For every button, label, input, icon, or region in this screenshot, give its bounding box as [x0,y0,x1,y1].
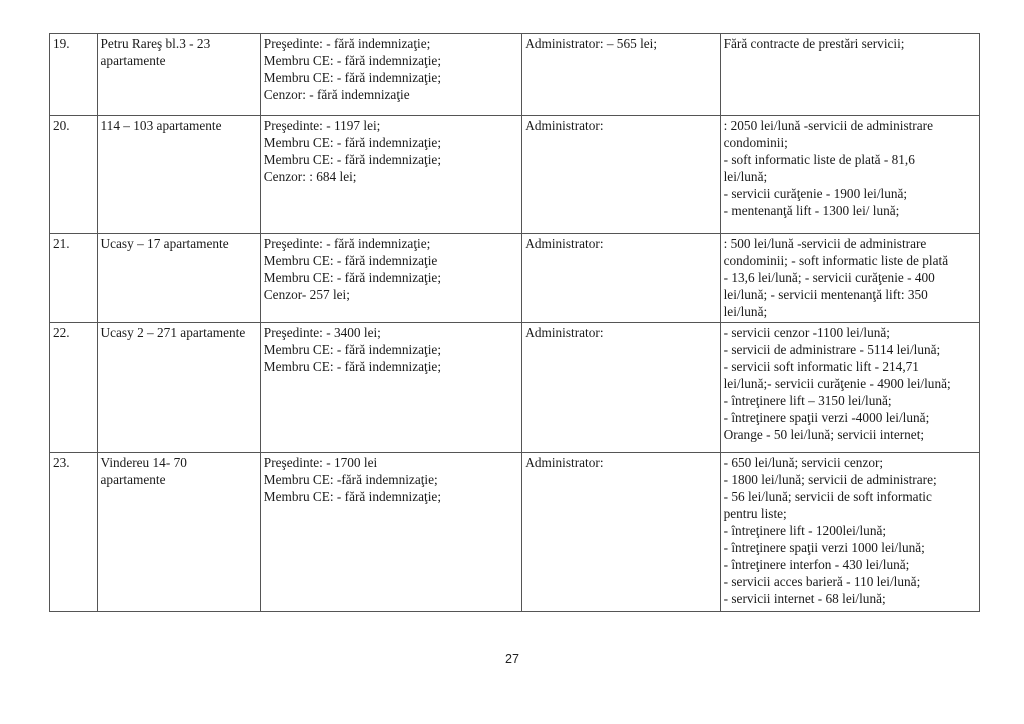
board-member-line: Membru CE: - fără indemnizaţie; [263,135,442,150]
administrator-text: Administrator: [525,455,604,470]
page-number: 27 [505,652,519,666]
table-row [50,234,980,323]
administrator-cell [522,116,720,234]
board-member-line: Membru CE: - fără indemnizaţie [263,253,438,268]
row-number: 21. [53,236,70,251]
service-line: - servicii acces barieră - 110 lei/lună; [723,574,921,589]
service-line: - 13,6 lei/lună; - servicii curăţenie - 400 [723,270,935,285]
service-line: - mentenanţă lift - 1300 lei/ lună; [723,203,900,218]
services-cell [720,453,979,612]
row-number-cell [50,34,98,116]
service-line: - 1800 lei/lună; servicii de administrare; [723,472,937,487]
service-line: - întreţinere spaţii verzi 1000 lei/lună; [723,540,925,555]
service-line: condominii; [723,135,788,150]
service-line: Fără contracte de prestări servicii; [723,36,905,51]
board-member-line: Preşedinte: - 3400 lei; [263,325,381,340]
service-line: lei/lună; - servicii mentenanţă lift: 350 [723,287,928,302]
board-member-line: Membru CE: - fără indemnizaţie; [263,70,442,85]
administrator-cell [522,453,720,612]
board-member-line: Membru CE: - fără indemnizaţie; [263,53,442,68]
service-line: - întreţinere lift - 1200lei/lună; [723,523,887,538]
service-line: - întreţinere spaţii verzi -4000 lei/lună; [723,410,930,425]
board-members-cell [260,34,521,116]
service-line: lei/lună; [723,169,768,184]
board-members-cell [260,323,521,453]
service-line: lei/lună; [723,304,768,319]
board-member-line: Membru CE: - fără indemnizaţie; [263,152,442,167]
row-number: 22. [53,325,70,340]
service-line: lei/lună;- servicii curăţenie - 4900 lei/lună; [723,376,951,391]
association-table [49,33,980,612]
association-name-line: Ucasy 2 – 271 apartamente [100,325,246,340]
services-cell [720,323,979,453]
service-line: - soft informatic liste de plată - 81,6 [723,152,915,167]
association-name-line: apartamente [100,472,166,487]
association-name-cell [97,34,260,116]
service-line: - servicii soft informatic lift - 214,71 [723,359,919,374]
board-member-line: Membru CE: - fără indemnizaţie; [263,489,442,504]
service-line: Orange - 50 lei/lună; servicii internet; [723,427,925,442]
service-line: : 500 lei/lună -servicii de administrare [723,236,927,251]
board-members-cell [260,116,521,234]
row-number-cell [50,323,98,453]
association-name-cell [97,116,260,234]
administrator-text: Administrator: [525,118,604,133]
administrator-text: Administrator: [525,325,604,340]
row-number: 23. [53,455,70,470]
association-name-cell [97,323,260,453]
row-number: 20. [53,118,70,133]
service-line: - servicii de administrare - 5114 lei/lună; [723,342,941,357]
board-member-line: Preşedinte: - 1700 lei [263,455,378,470]
services-cell [720,116,979,234]
board-member-line: Preşedinte: - fără indemnizaţie; [263,236,431,251]
board-member-line: Preşedinte: - 1197 lei; [263,118,381,133]
service-line: pentru liste; [723,506,787,521]
association-name-line: apartamente [100,53,166,68]
services-cell [720,234,979,323]
association-name-cell [97,234,260,323]
board-member-line: Preşedinte: - fără indemnizaţie; [263,36,431,51]
row-number-cell [50,116,98,234]
service-line: - întreţinere lift – 3150 lei/lună; [723,393,892,408]
table-row [50,453,980,612]
services-cell [720,34,979,116]
association-name-line: Petru Rareş bl.3 - 23 [100,36,211,51]
row-number-cell [50,234,98,323]
association-name-line: Vindereu 14- 70 [100,455,187,470]
board-member-line: Cenzor: : 684 lei; [263,169,357,184]
service-line: - 56 lei/lună; servicii de soft informatic [723,489,932,504]
table-row [50,34,980,116]
board-member-line: Membru CE: - fără indemnizaţie; [263,359,442,374]
board-members-cell [260,453,521,612]
association-name-cell [97,453,260,612]
board-member-line: Cenzor: - fără indemnizaţie [263,87,410,102]
service-line: condominii; - soft informatic liste de plată [723,253,949,268]
row-number: 19. [53,36,70,51]
association-name-line: Ucasy – 17 apartamente [100,236,229,251]
board-member-line: Cenzor- 257 lei; [263,287,350,302]
administrator-text: Administrator: – 565 lei; [525,36,658,51]
service-line: - întreţinere interfon - 430 lei/lună; [723,557,910,572]
administrator-cell [522,234,720,323]
service-line: - servicii curăţenie - 1900 lei/lună; [723,186,908,201]
service-line: - servicii internet - 68 lei/lună; [723,591,886,606]
table-row [50,116,980,234]
board-members-cell [260,234,521,323]
board-member-line: Membru CE: - fără indemnizaţie; [263,342,442,357]
service-line: - servicii cenzor -1100 lei/lună; [723,325,891,340]
administrator-text: Administrator: [525,236,604,251]
row-number-cell [50,453,98,612]
board-member-line: Membru CE: -fără indemnizaţie; [263,472,438,487]
administrator-cell [522,34,720,116]
table-row [50,323,980,453]
association-name-line: 114 – 103 apartamente [100,118,222,133]
service-line: : 2050 lei/lună -servicii de administrare [723,118,933,133]
board-member-line: Membru CE: - fără indemnizaţie; [263,270,442,285]
service-line: - 650 lei/lună; servicii cenzor; [723,455,884,470]
table-body [50,34,980,612]
administrator-cell [522,323,720,453]
